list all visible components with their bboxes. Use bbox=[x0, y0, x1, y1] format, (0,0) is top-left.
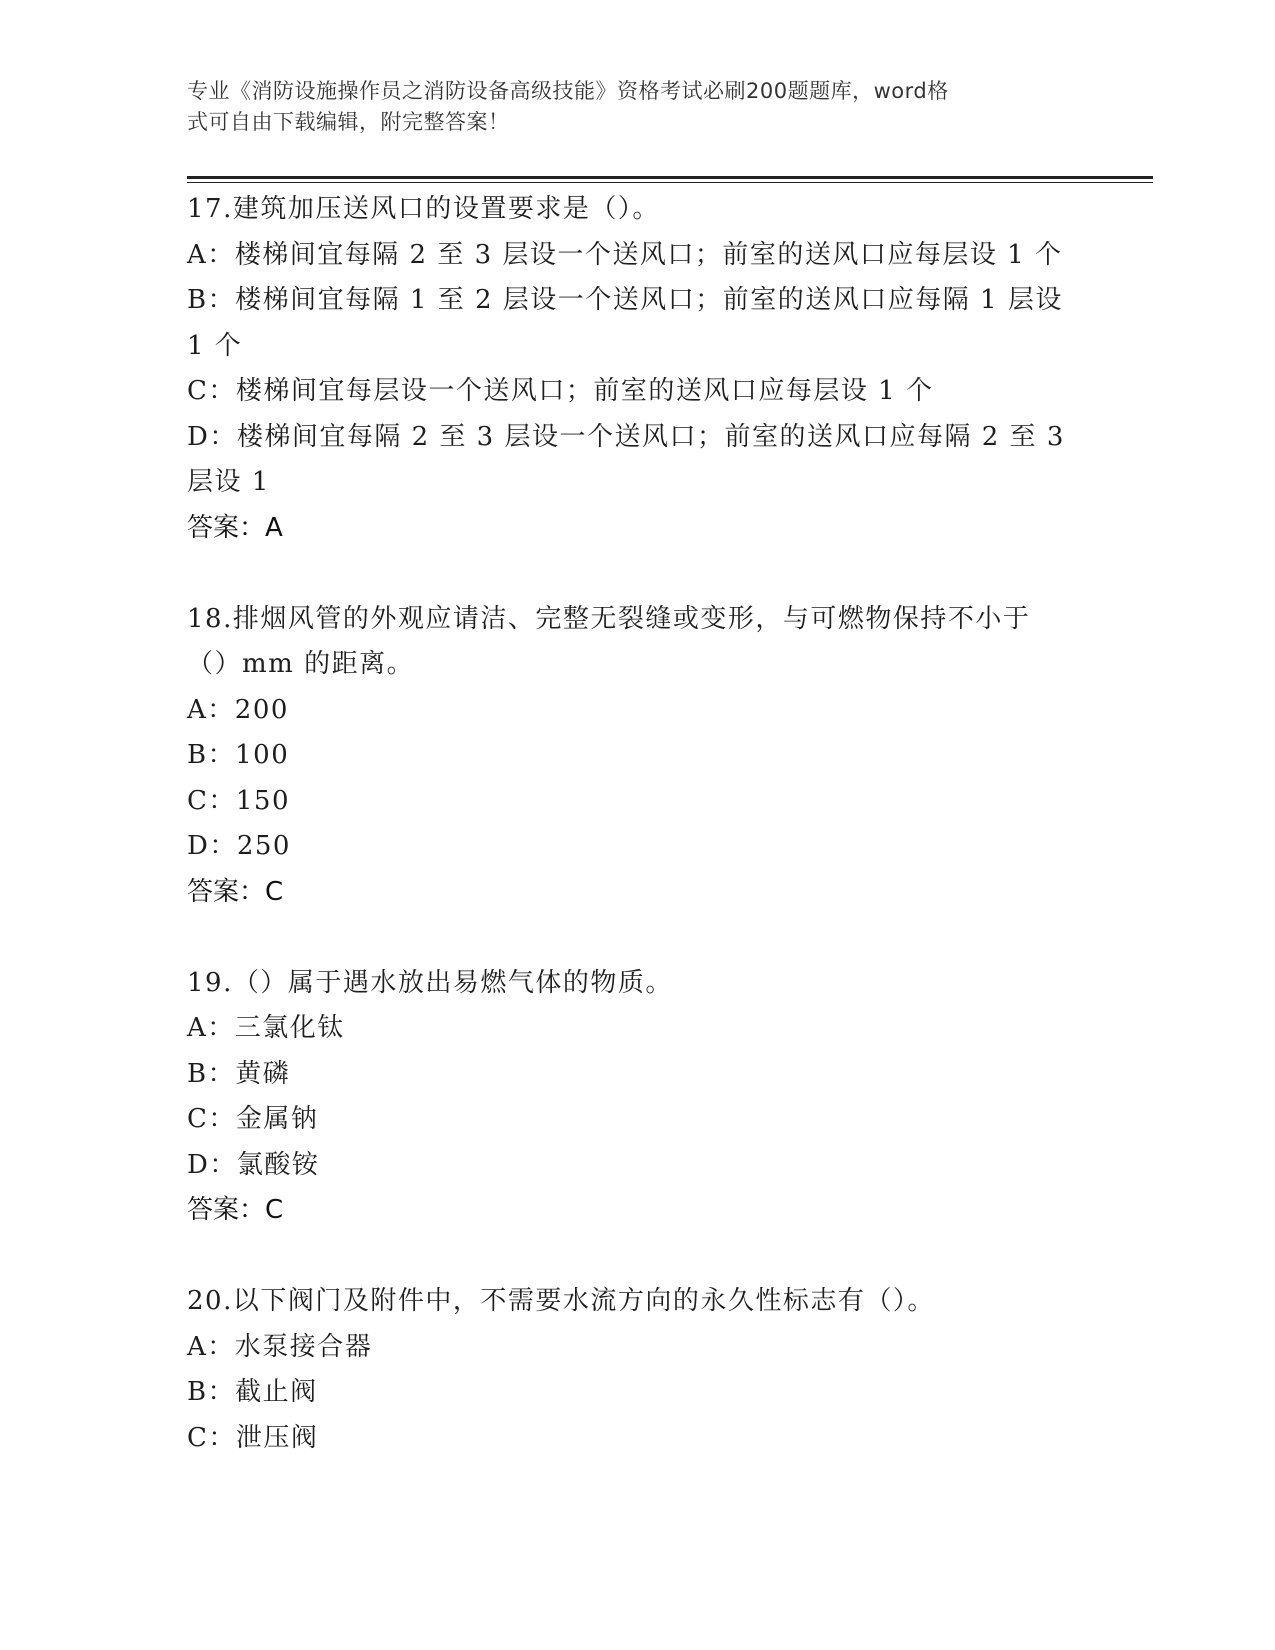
header-divider-thick bbox=[187, 176, 1153, 179]
question-stem: 18.排烟风管的外观应请洁、完整无裂缝或变形，与可燃物保持不小于 bbox=[187, 603, 1031, 634]
question-block bbox=[187, 187, 1087, 597]
answer-option: A：楼梯间宜每隔 2 至 3 层设一个送风口；前室的送风口应每层设 1 个 bbox=[187, 239, 1063, 270]
answer-option: A：三氯化钛 bbox=[187, 1013, 345, 1043]
header-line-1: 专业《消防设施操作员之消防设备高级技能》资格考试必刷200题题库，word格 bbox=[187, 79, 949, 103]
question-spacer bbox=[187, 551, 1087, 597]
answer-option: B：楼梯间宜每隔 1 至 2 层设一个送风口；前室的送风口应每隔 1 层设 bbox=[187, 285, 1063, 315]
header-line-2: 式可自由下载编辑，附完整答案！ bbox=[187, 110, 510, 134]
answer-option: C：金属钠 bbox=[187, 1104, 319, 1134]
answer-option: D：氯酸铵 bbox=[187, 1149, 320, 1180]
question-block bbox=[187, 597, 1087, 961]
answer-key: 答案：C bbox=[187, 1195, 284, 1225]
answer-option: 1 个 bbox=[187, 330, 243, 361]
question-block bbox=[187, 1279, 1087, 1461]
answer-key: 答案：A bbox=[187, 512, 283, 543]
question-spacer bbox=[187, 1234, 1087, 1280]
answer-option: A：200 bbox=[187, 694, 289, 725]
question-stem: 17.建筑加压送风口的设置要求是（）。 bbox=[187, 194, 660, 224]
document-header bbox=[187, 76, 1067, 138]
header-divider-thin bbox=[187, 182, 1153, 183]
question-stem: （）mm 的距离。 bbox=[187, 649, 415, 679]
answer-option: B：截止阀 bbox=[187, 1377, 318, 1407]
answer-option: D：250 bbox=[187, 831, 291, 861]
answer-option: B：100 bbox=[187, 740, 290, 770]
answer-option: B：黄磷 bbox=[187, 1058, 291, 1089]
question-spacer bbox=[187, 915, 1087, 961]
question-stem: 20.以下阀门及附件中，不需要水流方向的永久性标志有（）。 bbox=[187, 1286, 935, 1316]
answer-option: D：楼梯间宜每隔 2 至 3 层设一个送风口；前室的送风口应每隔 2 至 3 bbox=[187, 421, 1065, 452]
answer-option: A：水泵接合器 bbox=[187, 1331, 373, 1362]
answer-option: C：楼梯间宜每层设一个送风口；前室的送风口应每层设 1 个 bbox=[187, 376, 934, 406]
question-list bbox=[187, 187, 1087, 1461]
answer-option: 层设 1 bbox=[187, 467, 270, 497]
answer-option: C：泄压阀 bbox=[187, 1422, 319, 1453]
question-stem: 19.（）属于遇水放出易燃气体的物质。 bbox=[187, 967, 673, 998]
answer-option: C：150 bbox=[187, 785, 291, 816]
answer-key: 答案：C bbox=[187, 876, 284, 907]
question-block bbox=[187, 961, 1087, 1280]
